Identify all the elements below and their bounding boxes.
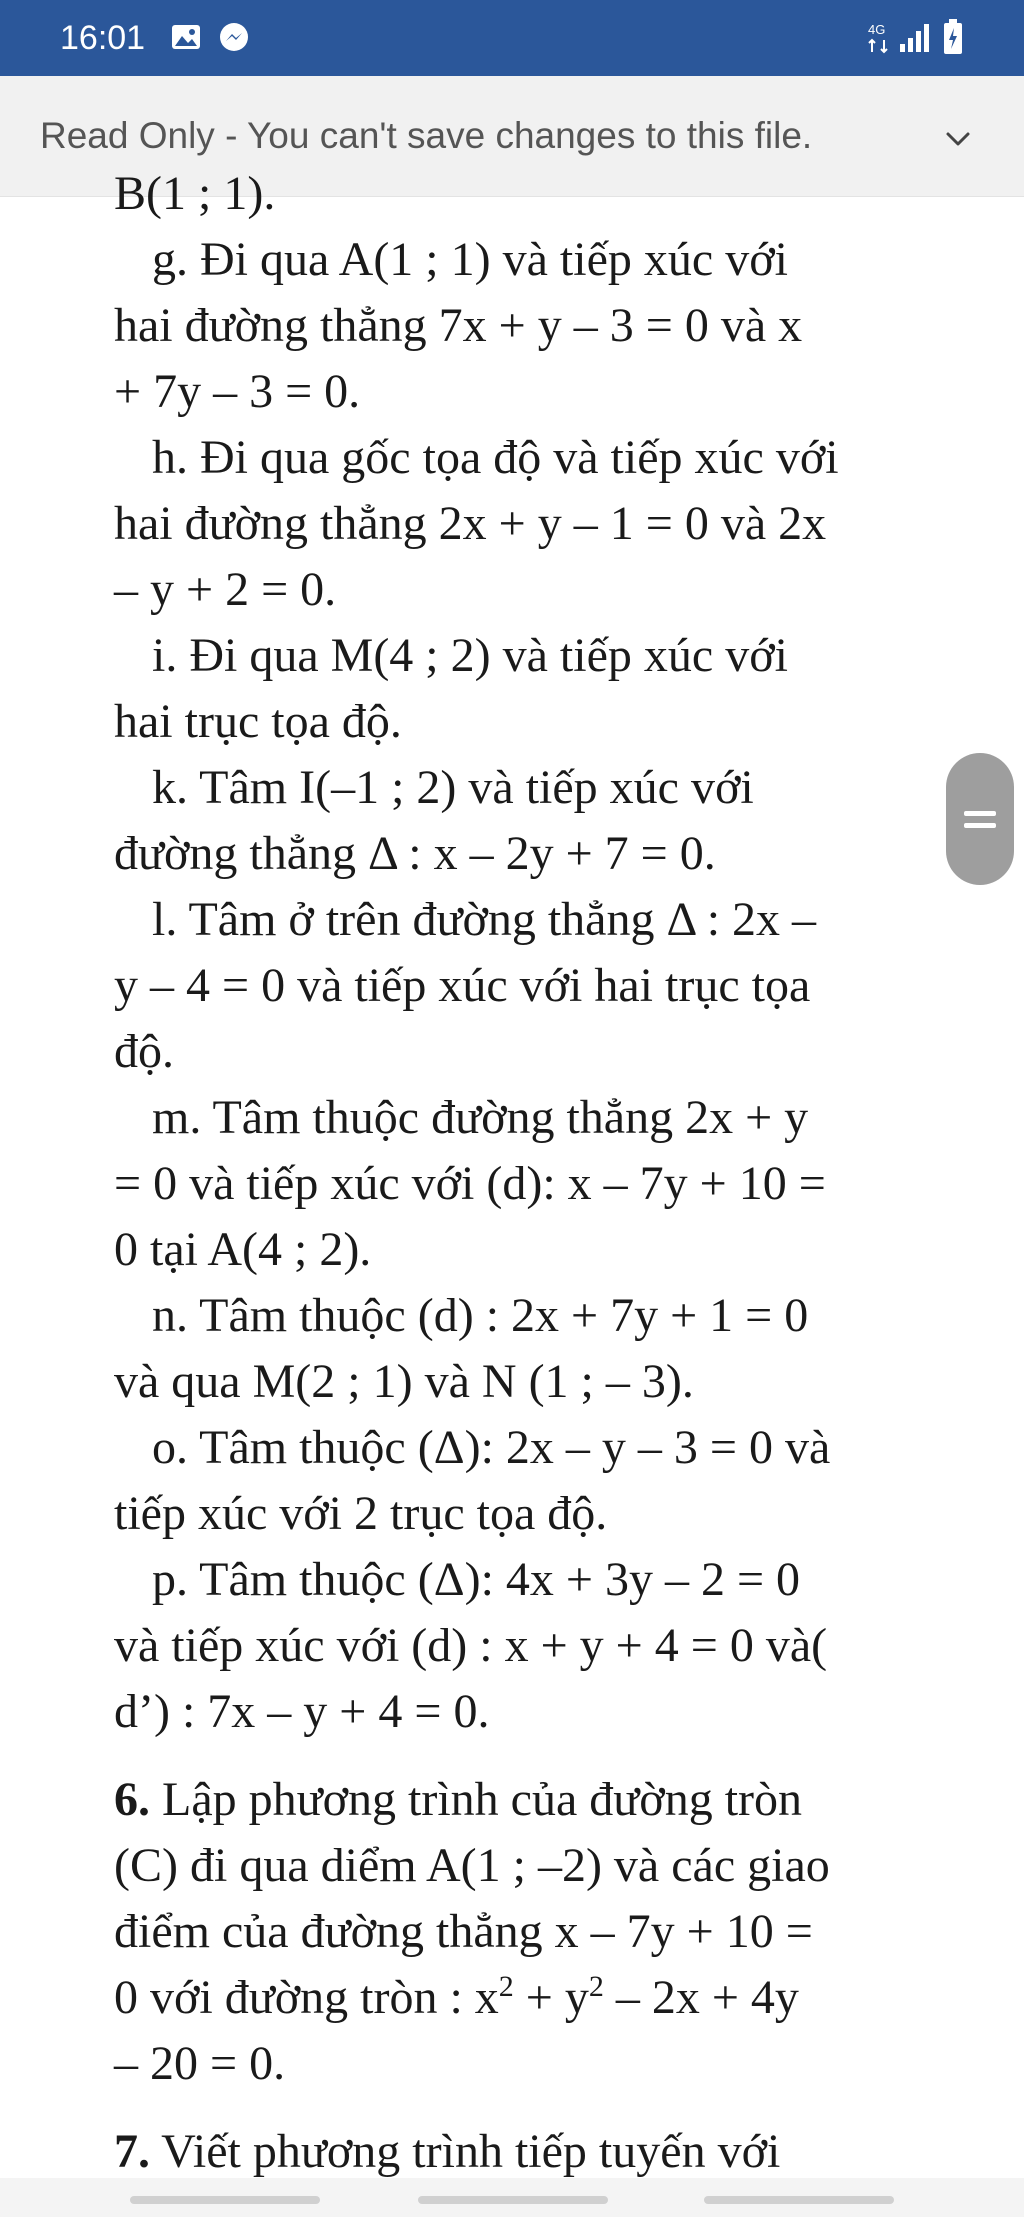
status-time: 16:01 — [60, 19, 146, 57]
scrollbar-thumb[interactable] — [946, 753, 1014, 885]
exercise-list — [114, 227, 914, 1745]
exercise-line: y – 4 = 0 và tiếp xúc với hai trục tọa — [114, 959, 811, 1012]
exercise-line: tiếp xúc với 2 trục tọa độ. — [114, 1487, 608, 1540]
navigation-bar — [0, 2178, 1024, 2217]
exercise-line: và tiếp xúc với (d) : x + y + 4 = 0 và( — [114, 1619, 828, 1672]
exercise-item — [114, 1415, 914, 1547]
status-bar — [0, 0, 1024, 76]
section-number: 7. — [114, 2125, 150, 2178]
section-number: 6. — [114, 1773, 150, 1826]
exercise-line: hai đường thẳng 2x + y – 1 = 0 và 2x — [114, 497, 827, 550]
network-4g-icon — [866, 20, 894, 61]
exercise-line: = 0 và tiếp xúc với (d): x – 7y + 10 = — [114, 1157, 826, 1210]
exercise-line: l. Tâm ở trên đường thẳng Δ : 2x – — [152, 893, 817, 946]
exercise-item — [114, 425, 914, 623]
exercise-item — [114, 1547, 914, 1745]
exercise-line: hai trục tọa độ. — [114, 695, 402, 748]
section-6: 6. Lập phương trình của đường tròn (C) đi qua diểm A(1 ; –2) và các giao điểm của đường thẳng x – 7y + 10 = 0 với đường tròn : $x^2 + y^2 - 2x + 4y$ – 20 = 0. — [114, 1773, 830, 2090]
document-view[interactable] — [0, 167, 1024, 2178]
exercise-line: d’) : 7x – y + 4 = 0. — [114, 1685, 490, 1738]
section-7: 7. Viết phương trình tiếp tuyến với — [114, 2125, 781, 2178]
exercise-line: n. Tâm thuộc (d) : 2x + 7y + 1 = 0 — [152, 1289, 809, 1342]
exercise-line: đường thẳng Δ : x – 2y + 7 = 0. — [114, 827, 716, 880]
messenger-icon — [218, 22, 250, 59]
exercise-line: m. Tâm thuộc đường thẳng 2x + y — [152, 1091, 809, 1144]
battery-icon — [942, 18, 964, 61]
exercise-line: – y + 2 = 0. — [114, 563, 337, 616]
exercise-line: h. Đi qua gốc tọa độ và tiếp xúc với — [152, 431, 839, 484]
exercise-item — [114, 227, 914, 425]
chevron-down-icon[interactable] — [934, 116, 982, 164]
exercise-item — [114, 755, 914, 887]
exercise-line: và qua M(2 ; 1) và N (1 ; – 3). — [114, 1355, 694, 1408]
nav-recent-pill[interactable] — [704, 2196, 894, 2204]
gallery-icon — [170, 22, 202, 57]
signal-icon — [898, 22, 932, 59]
exercise-line: o. Tâm thuộc (Δ): 2x – y – 3 = 0 và — [152, 1421, 831, 1474]
exercise-item — [114, 623, 914, 755]
cut-off-line: B(1 ; 1). — [114, 167, 276, 220]
exercise-line: g. Đi qua A(1 ; 1) và tiếp xúc với — [152, 233, 788, 286]
nav-back-pill[interactable] — [130, 2196, 320, 2204]
exercise-line: i. Đi qua M(4 ; 2) và tiếp xúc với — [152, 629, 788, 682]
grip-line — [964, 811, 996, 816]
read-only-message: Read Only - You can't save changes to this file. — [40, 115, 813, 156]
exercise-item — [114, 1085, 914, 1283]
exercise-line: độ. — [114, 1025, 174, 1078]
exercise-line: k. Tâm I(–1 ; 2) và tiếp xúc với — [152, 761, 754, 814]
nav-home-pill[interactable] — [418, 2196, 608, 2204]
exercise-item — [114, 887, 914, 1085]
exercise-item — [114, 1283, 914, 1415]
exercise-line: p. Tâm thuộc (Δ): 4x + 3y – 2 = 0 — [152, 1553, 801, 1606]
svg-text:4G: 4G — [868, 22, 886, 37]
exercise-line: + 7y – 3 = 0. — [114, 365, 361, 418]
document-content — [114, 161, 914, 2185]
exercise-line: hai đường thẳng 7x + y – 3 = 0 và x — [114, 299, 803, 352]
grip-line — [964, 823, 996, 828]
exercise-line: 0 tại A(4 ; 2). — [114, 1223, 372, 1276]
